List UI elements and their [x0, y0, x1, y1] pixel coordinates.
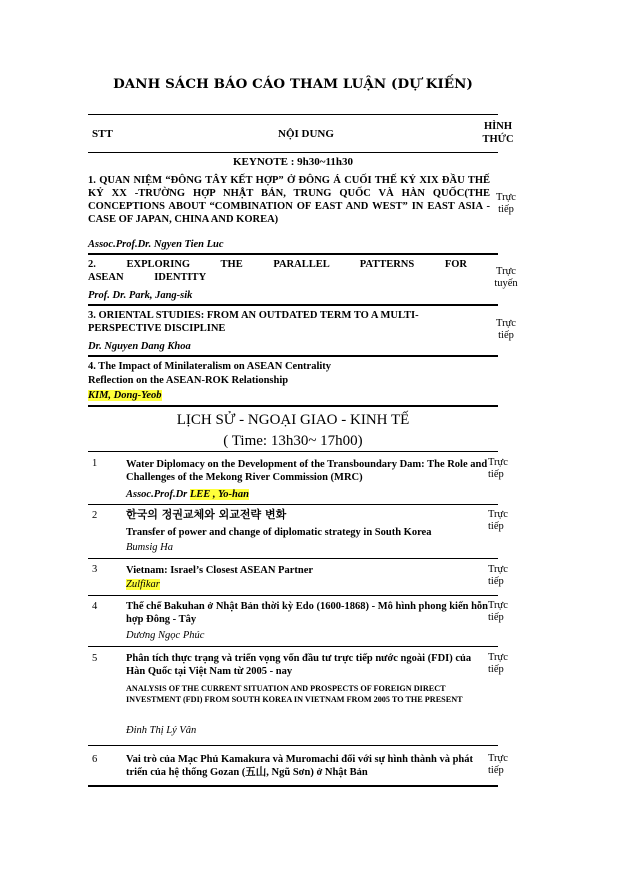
keynote-item-form: Trực tiếp — [496, 318, 516, 341]
divider — [88, 405, 498, 407]
divider — [88, 595, 498, 596]
row-author: Zulfikar — [126, 579, 160, 590]
row-number: 3 — [92, 564, 98, 575]
keynote-item-title: 3. ORIENTAL STUDIES: FROM AN OUTDATED TERM TO A MULTI-PERSPECTIVE DISCIPLINE — [88, 310, 419, 334]
row-title-ko: 한국의 정권교체와 외교전략 변화 — [126, 508, 287, 521]
row-title: Thể chế Bakuhan ở Nhật Bản thời kỳ Edo (1600-1868) - Mô hình phong kiến hỗn hợp Đông - Tây — [126, 601, 489, 625]
row-number: 5 — [92, 653, 98, 664]
divider — [88, 114, 498, 115]
row-number: 4 — [92, 601, 98, 612]
keynote-item-subtitle: Reflection on the ASEAN-ROK Relationship — [88, 375, 289, 386]
row-author: Assoc.Prof.Dr LEE , Yo-han — [126, 489, 249, 500]
row-author: Bumsig Ha — [126, 542, 173, 553]
keynote-item-form: Trực tuyến — [494, 266, 518, 289]
row-form: Trực tiếp — [488, 652, 508, 675]
row-title: Phân tích thực trạng và triển vọng vốn đầu tư trực tiếp nước ngoài (FDI) của Hàn Quốc tại Việt Nam từ 2005 - nay — [126, 653, 472, 677]
divider — [88, 745, 498, 746]
divider — [88, 558, 498, 559]
row-title: Water Diplomacy on the Development of the Transboundary Dam: The Role and Challenges of the Mekong River Commission (MRC) — [126, 459, 488, 483]
row-author: Đinh Thị Lý Vân — [126, 725, 197, 736]
row-form: Trực tiếp — [488, 600, 508, 623]
row-form: Trực tiếp — [488, 457, 508, 480]
divider — [88, 504, 498, 505]
row-form: Trực tiếp — [488, 564, 508, 587]
divider — [88, 355, 498, 357]
row-title: Transfer of power and change of diplomatic strategy in South Korea — [126, 527, 432, 538]
row-title: Vai trò của Mạc Phủ Kamakura và Muromachi đối với sự hình thành và phát triển của hệ thống Gozan (五山, Ngũ Sơn) ở Nhật Bản — [126, 754, 473, 778]
row-number: 1 — [92, 458, 98, 469]
keynote-label: KEYNOTE : 9h30~11h30 — [232, 156, 354, 168]
keynote-item-author: Assoc.Prof.Dr. Ngyen Tien Luc — [88, 239, 224, 250]
header-content: NỘI DUNG — [278, 128, 334, 140]
header-stt: STT — [92, 128, 113, 140]
row-form: Trực tiếp — [488, 753, 508, 776]
keynote-item-form: Trực tiếp — [496, 192, 516, 215]
keynote-item-author: Prof. Dr. Park, Jang-sik — [88, 290, 193, 301]
keynote-item-title: 4. The Impact of Minilateralism on ASEAN Centrality — [88, 361, 332, 372]
keynote-item-title: 2. EXPLORING THE PARALLEL PATTERNS FOR ASEAN IDENTITY — [88, 259, 468, 283]
keynote-item-author: Dr. Nguyen Dang Khoa — [88, 341, 191, 352]
divider — [88, 152, 498, 153]
keynote-item-title: 1. QUAN NIỆM “ĐÔNG TÂY KẾT HỢP” Ở ĐÔNG Á CUỐI THẾ KỶ XIX ĐẦU THẾ KỶ XX -TRƯỜNG HỢP NHẬT BẢN, TRUNG QUỐC VÀ HÀN QUỐC(THE CONCEPTIONS ABOUT “COMBINATION OF EAST AND WEST” IN EAST ASIA - CASE OF JAPAN, CHINA AND KOREA) — [88, 175, 490, 225]
divider — [88, 451, 498, 452]
row-author: Dương Ngọc Phúc — [126, 630, 205, 641]
row-subtitle: ANALYSIS OF THE CURRENT SITUATION AND PROSPECTS OF FOREIGN DIRECT INVESTMENT (FDI) FROM SOUTH KOREA IN VIETNAM FROM 2005 TO THE PRESENT — [126, 684, 463, 704]
row-form: Trực tiếp — [488, 509, 508, 532]
divider — [88, 785, 498, 787]
row-title: Vietnam: Israel’s Closest ASEAN Partner — [126, 565, 314, 576]
keynote-item-author: KIM, Dong-Yeob — [88, 390, 162, 401]
divider — [88, 253, 498, 255]
header-form: HÌNH THỨC — [482, 121, 514, 145]
section-title: LỊCH SỬ - NGOẠI GIAO - KINH TẾ — [176, 412, 410, 428]
row-number: 2 — [92, 510, 98, 521]
row-number: 6 — [92, 754, 98, 765]
section-time: ( Time: 13h30~ 17h00) — [223, 433, 363, 449]
divider — [88, 646, 498, 647]
document-title: DANH SÁCH BÁO CÁO THAM LUẬN (DỰ KIẾN) — [113, 76, 473, 92]
divider — [88, 304, 498, 306]
